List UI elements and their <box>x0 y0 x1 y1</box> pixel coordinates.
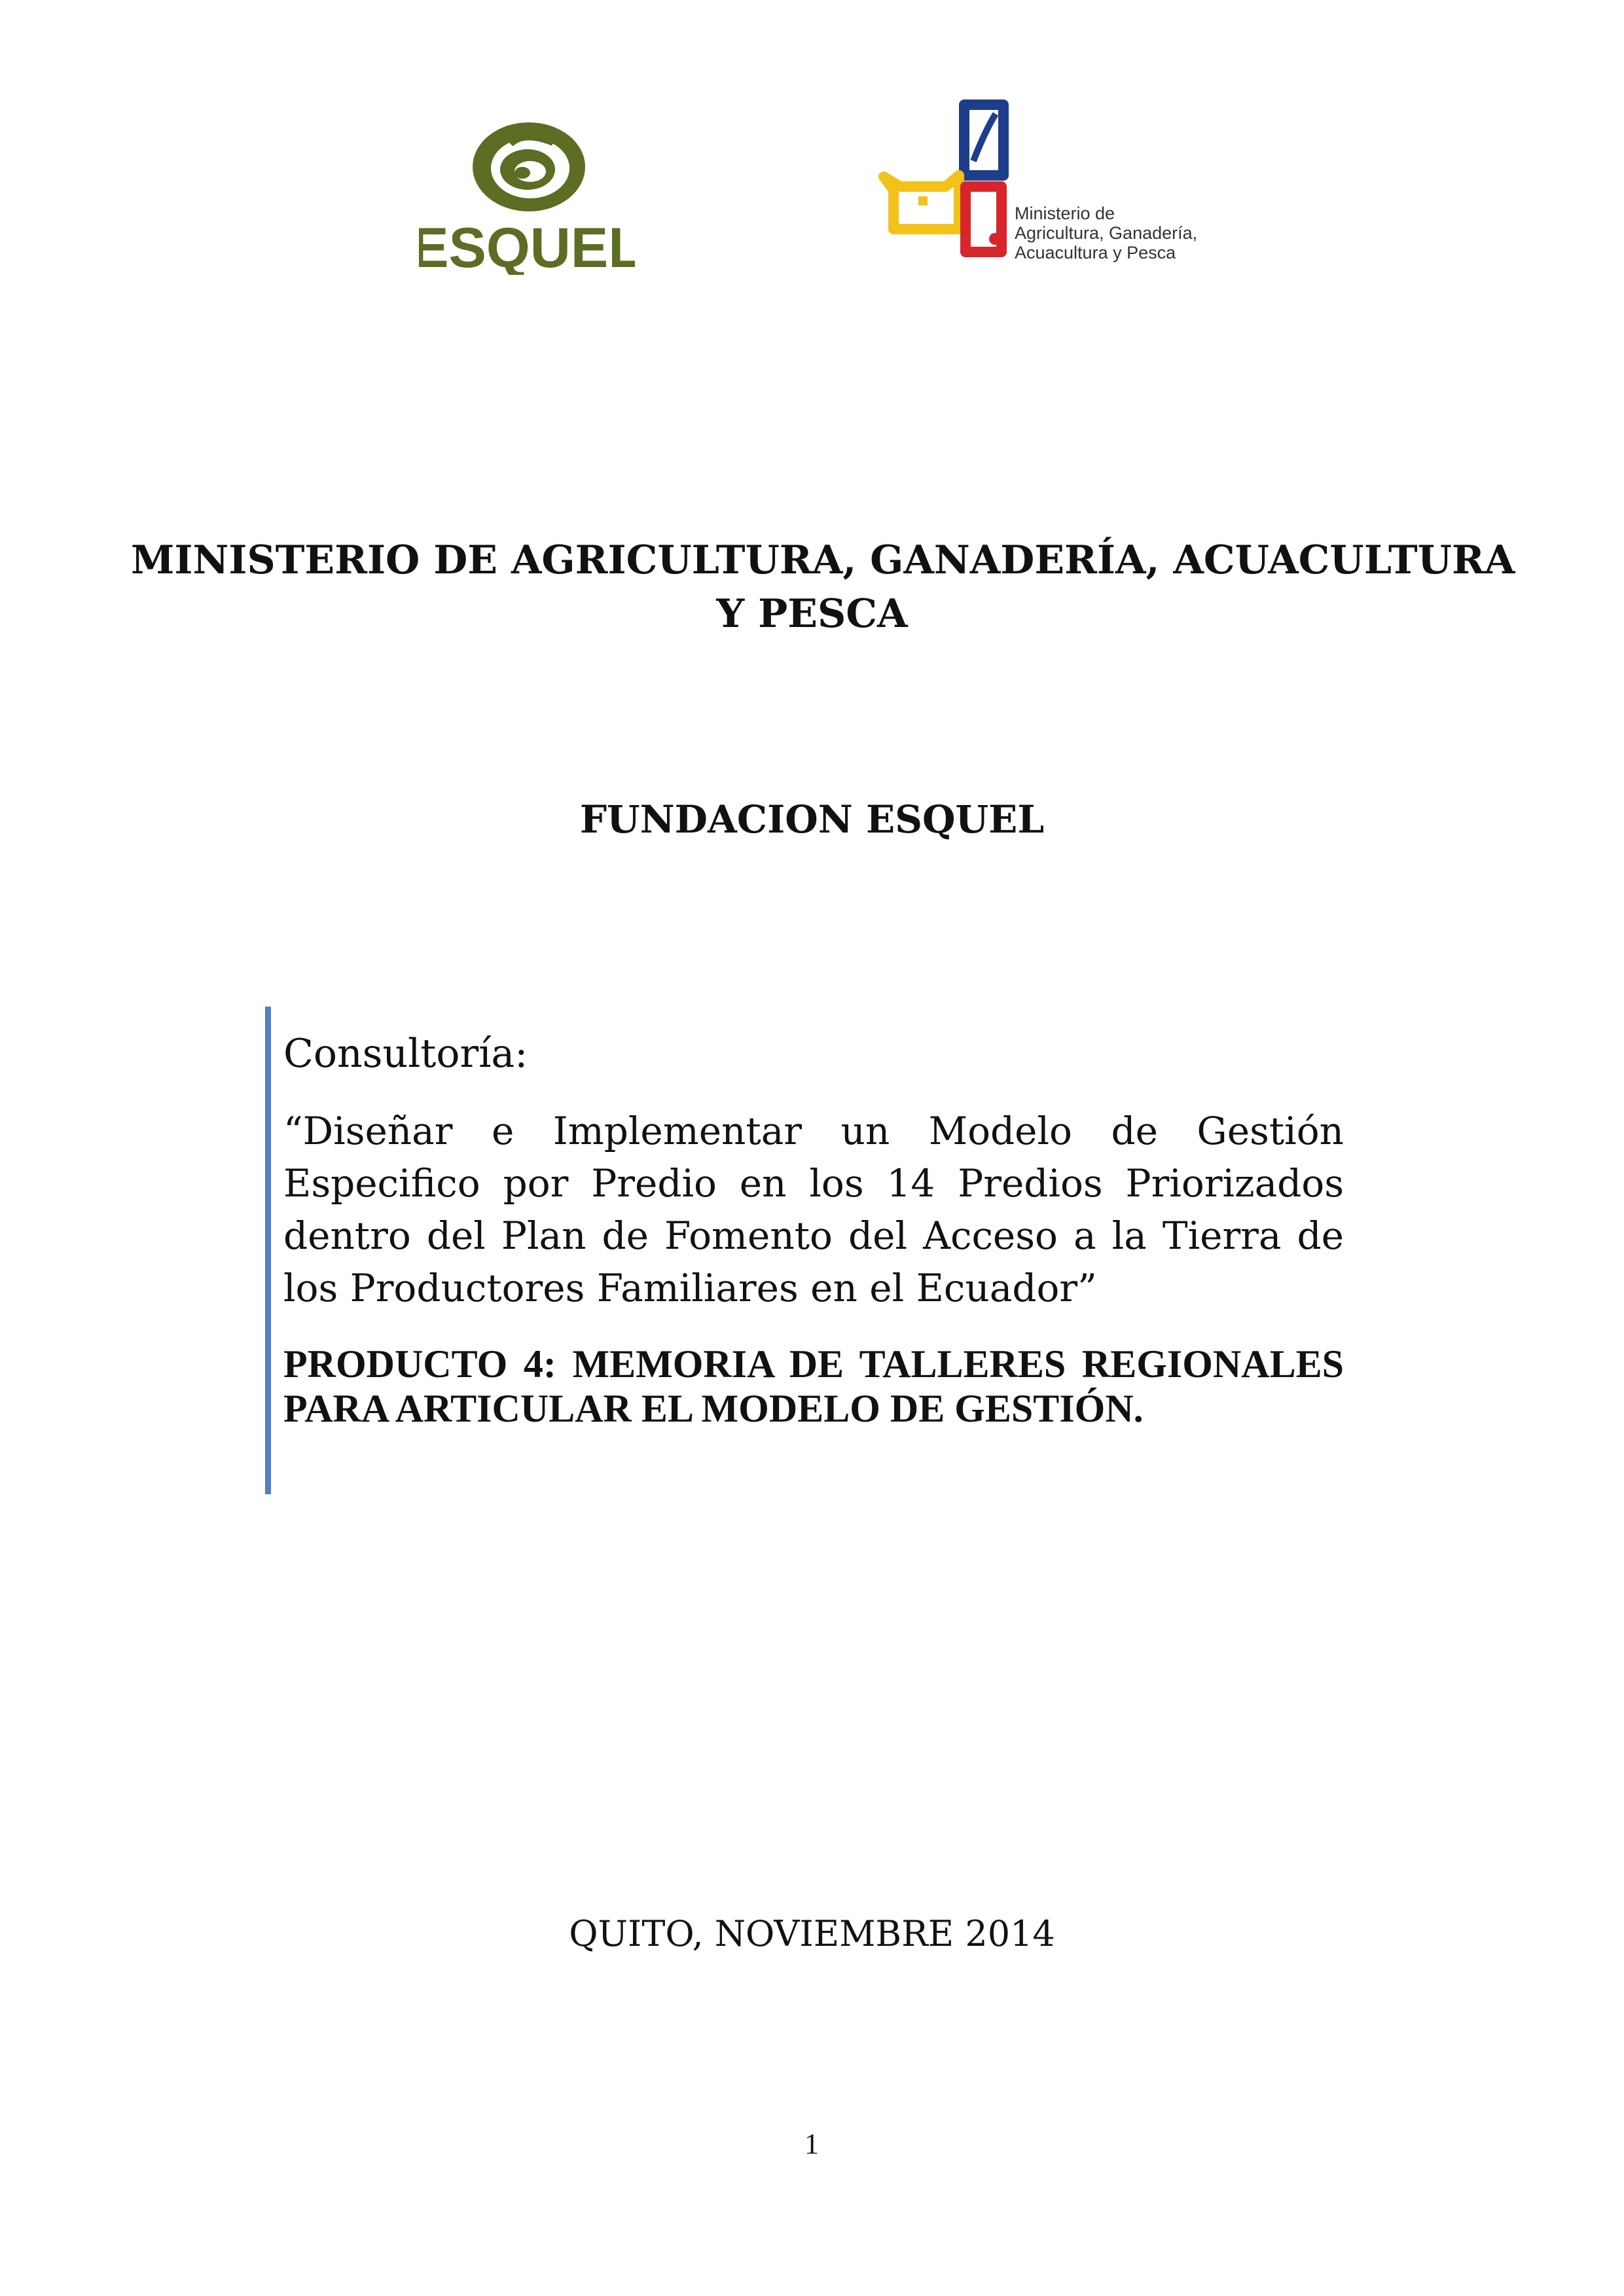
consultancy-label: Consultoría: <box>283 1031 528 1077</box>
ministerio-logo-line3: Acuacultura y Pesca <box>1015 243 1176 262</box>
ministerio-logo-graphic <box>874 98 1240 275</box>
consultancy-accent-bar <box>265 1007 271 1494</box>
page-number: 1 <box>804 2128 819 2160</box>
esquel-logo-graphic <box>419 118 635 275</box>
esquel-logo <box>419 118 635 275</box>
ministerio-logo <box>874 98 1240 275</box>
ministry-title <box>131 533 1515 641</box>
esquel-logo-text: ESQUEL <box>419 217 635 275</box>
ministry-title-line2: Y PESCA <box>716 591 908 637</box>
product-title: PRODUCTO 4: MEMORIA DE TALLERES REGIONALES PARA ARTICULAR EL MODELO DE GESTIÓN. <box>283 1342 1344 1430</box>
ministerio-logo-line2: Agricultura, Ganadería, <box>1015 223 1198 243</box>
consultancy-description: “Diseñar e Implementar un Modelo de Gestión Especifico por Predio en los 14 Predios Priorizados dentro del Plan de Fomento del Acceso a la Tierra de los Productores Familiares en el Ecuador” <box>283 1109 1344 1310</box>
foundation-title: FUNDACION ESQUEL <box>579 797 1045 842</box>
ministry-title-line1: MINISTERIO DE AGRICULTURA, GANADERÍA, ACUACULTURA <box>131 537 1515 583</box>
consultancy-block <box>283 1028 1344 1431</box>
ministerio-logo-line1: Ministerio de <box>1015 204 1115 223</box>
place-date: QUITO, NOVIEMBRE 2014 <box>569 1913 1055 1954</box>
